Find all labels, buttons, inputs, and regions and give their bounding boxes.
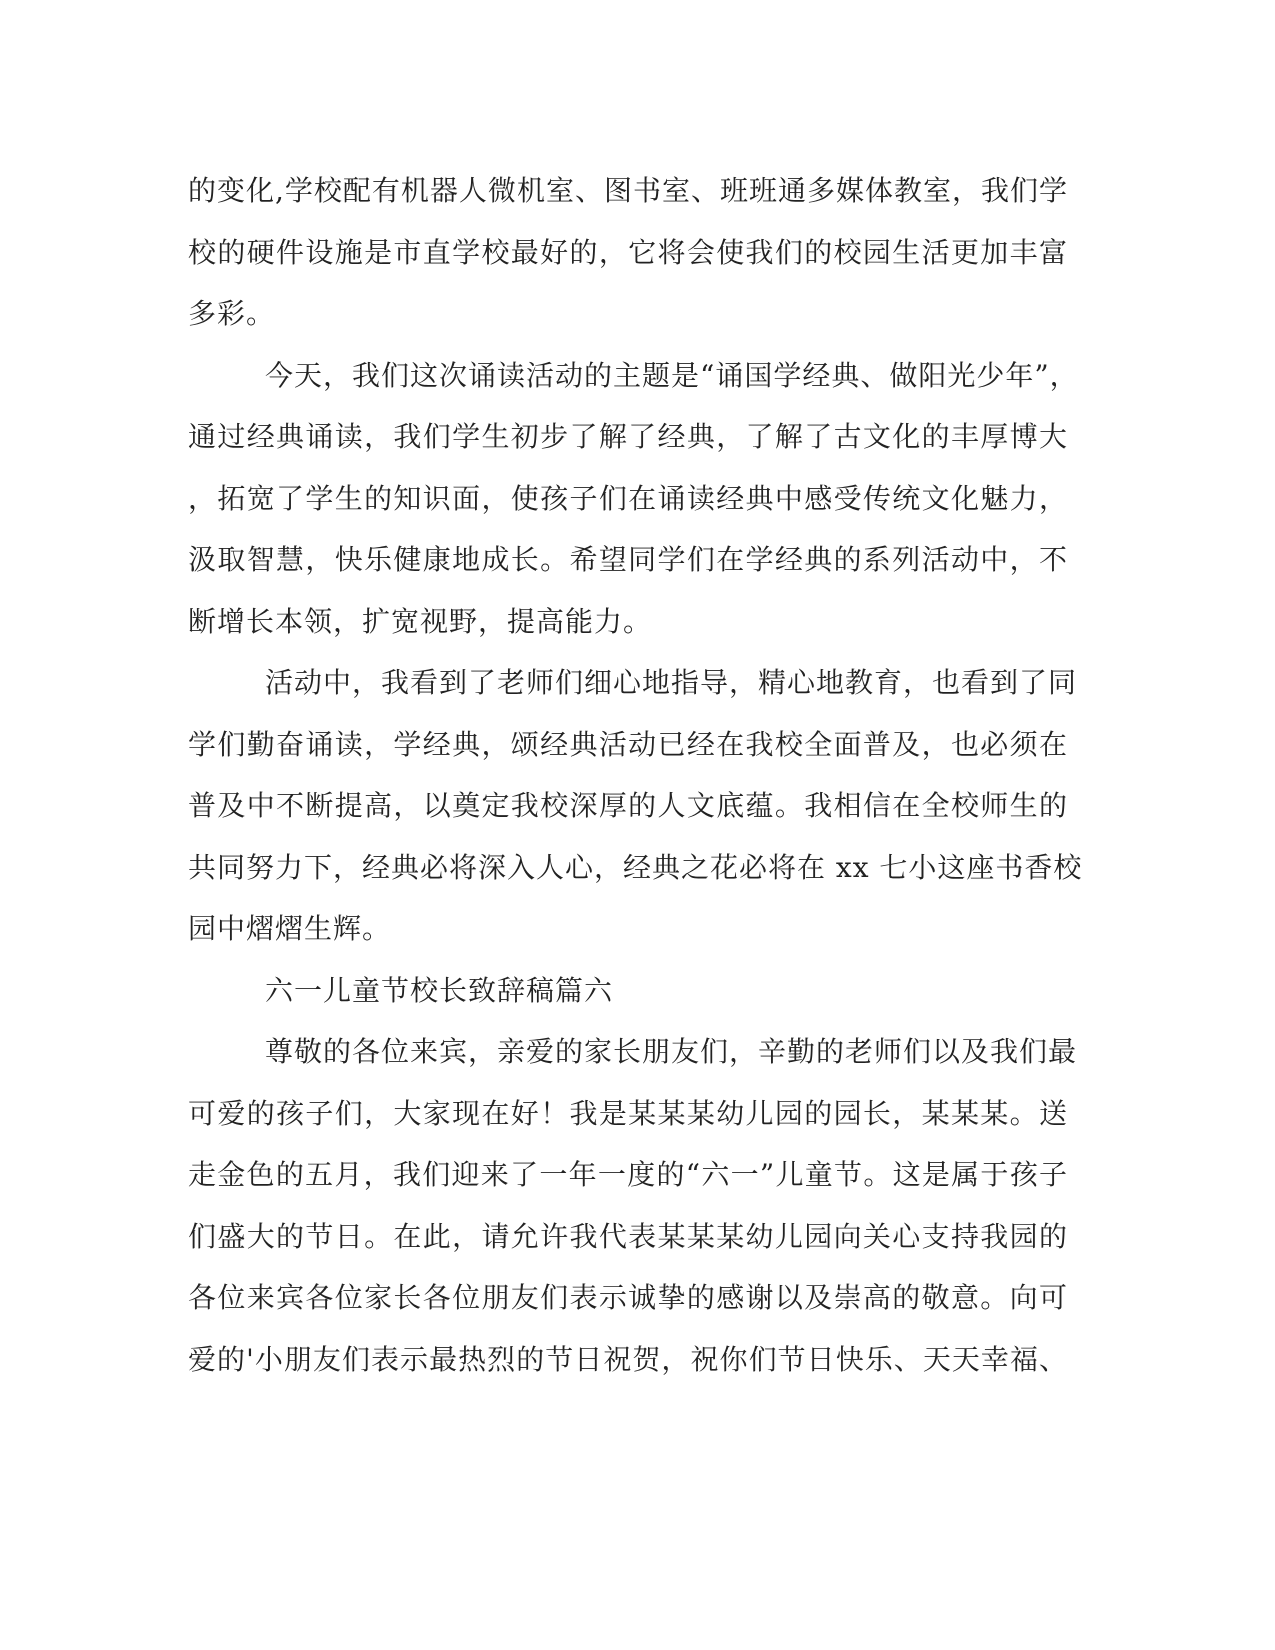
text-line: 汲取智慧，快乐健康地成长。希望同学们在学经典的系列活动中，不	[188, 543, 1068, 576]
text-line: 的变化,学校配有机器人微机室、图书室、班班通多媒体教室，我们学	[188, 174, 1068, 207]
text-line: 活动中，我看到了老师们细心地指导，精心地教育，也看到了同	[265, 666, 1078, 699]
text-line: 走金色的五月，我们迎来了一年一度的“六一”儿童节。这是属于孩子	[188, 1158, 1068, 1191]
text-line: ，拓宽了学生的知识面，使孩子们在诵读经典中感受传统文化魅力，	[188, 481, 1068, 515]
text-line: 爱的'小朋友们表示最热烈的节日祝贺，祝你们节日快乐、天天幸福、	[188, 1342, 1068, 1376]
text-line: 今天，我们这次诵读活动的主题是“诵国学经典、做阳光少年”，	[265, 358, 1079, 392]
text-line: 尊敬的各位来宾，亲爱的家长朋友们，辛勤的老师们以及我们最	[265, 1035, 1078, 1068]
text-line: 学们勤奋诵读，学经典，颂经典活动已经在我校全面普及，也必须在	[188, 727, 1068, 761]
text-line: 校的硬件设施是市直学校最好的，它将会使我们的校园生活更加丰富	[188, 235, 1068, 269]
text-line: 断增长本领，扩宽视野，提高能力。	[188, 604, 653, 638]
text-line: 园中熠熠生辉。	[188, 912, 392, 945]
text-line: 多彩。	[188, 297, 276, 330]
section-heading: 六一儿童节校长致辞稿篇六	[265, 973, 614, 1007]
document-body	[188, 160, 1083, 1390]
text-line: 普及中不断提高，以奠定我校深厚的人文底蕴。我相信在全校师生的	[188, 789, 1068, 822]
text-line: 共同努力下，经典必将深入人心，经典之花必将在 xx 七小这座书香校	[188, 850, 1083, 884]
text-line: 们盛大的节日。在此，请允许我代表某某某幼儿园向关心支持我园的	[188, 1219, 1068, 1253]
text-line: 可爱的孩子们，大家现在好！我是某某某幼儿园的园长，某某某。送	[188, 1096, 1068, 1130]
text-line: 通过经典诵读，我们学生初步了解了经典，了解了古文化的丰厚博大	[188, 420, 1068, 453]
text-line: 各位来宾各位家长各位朋友们表示诚挚的感谢以及崇高的敬意。向可	[188, 1281, 1068, 1314]
